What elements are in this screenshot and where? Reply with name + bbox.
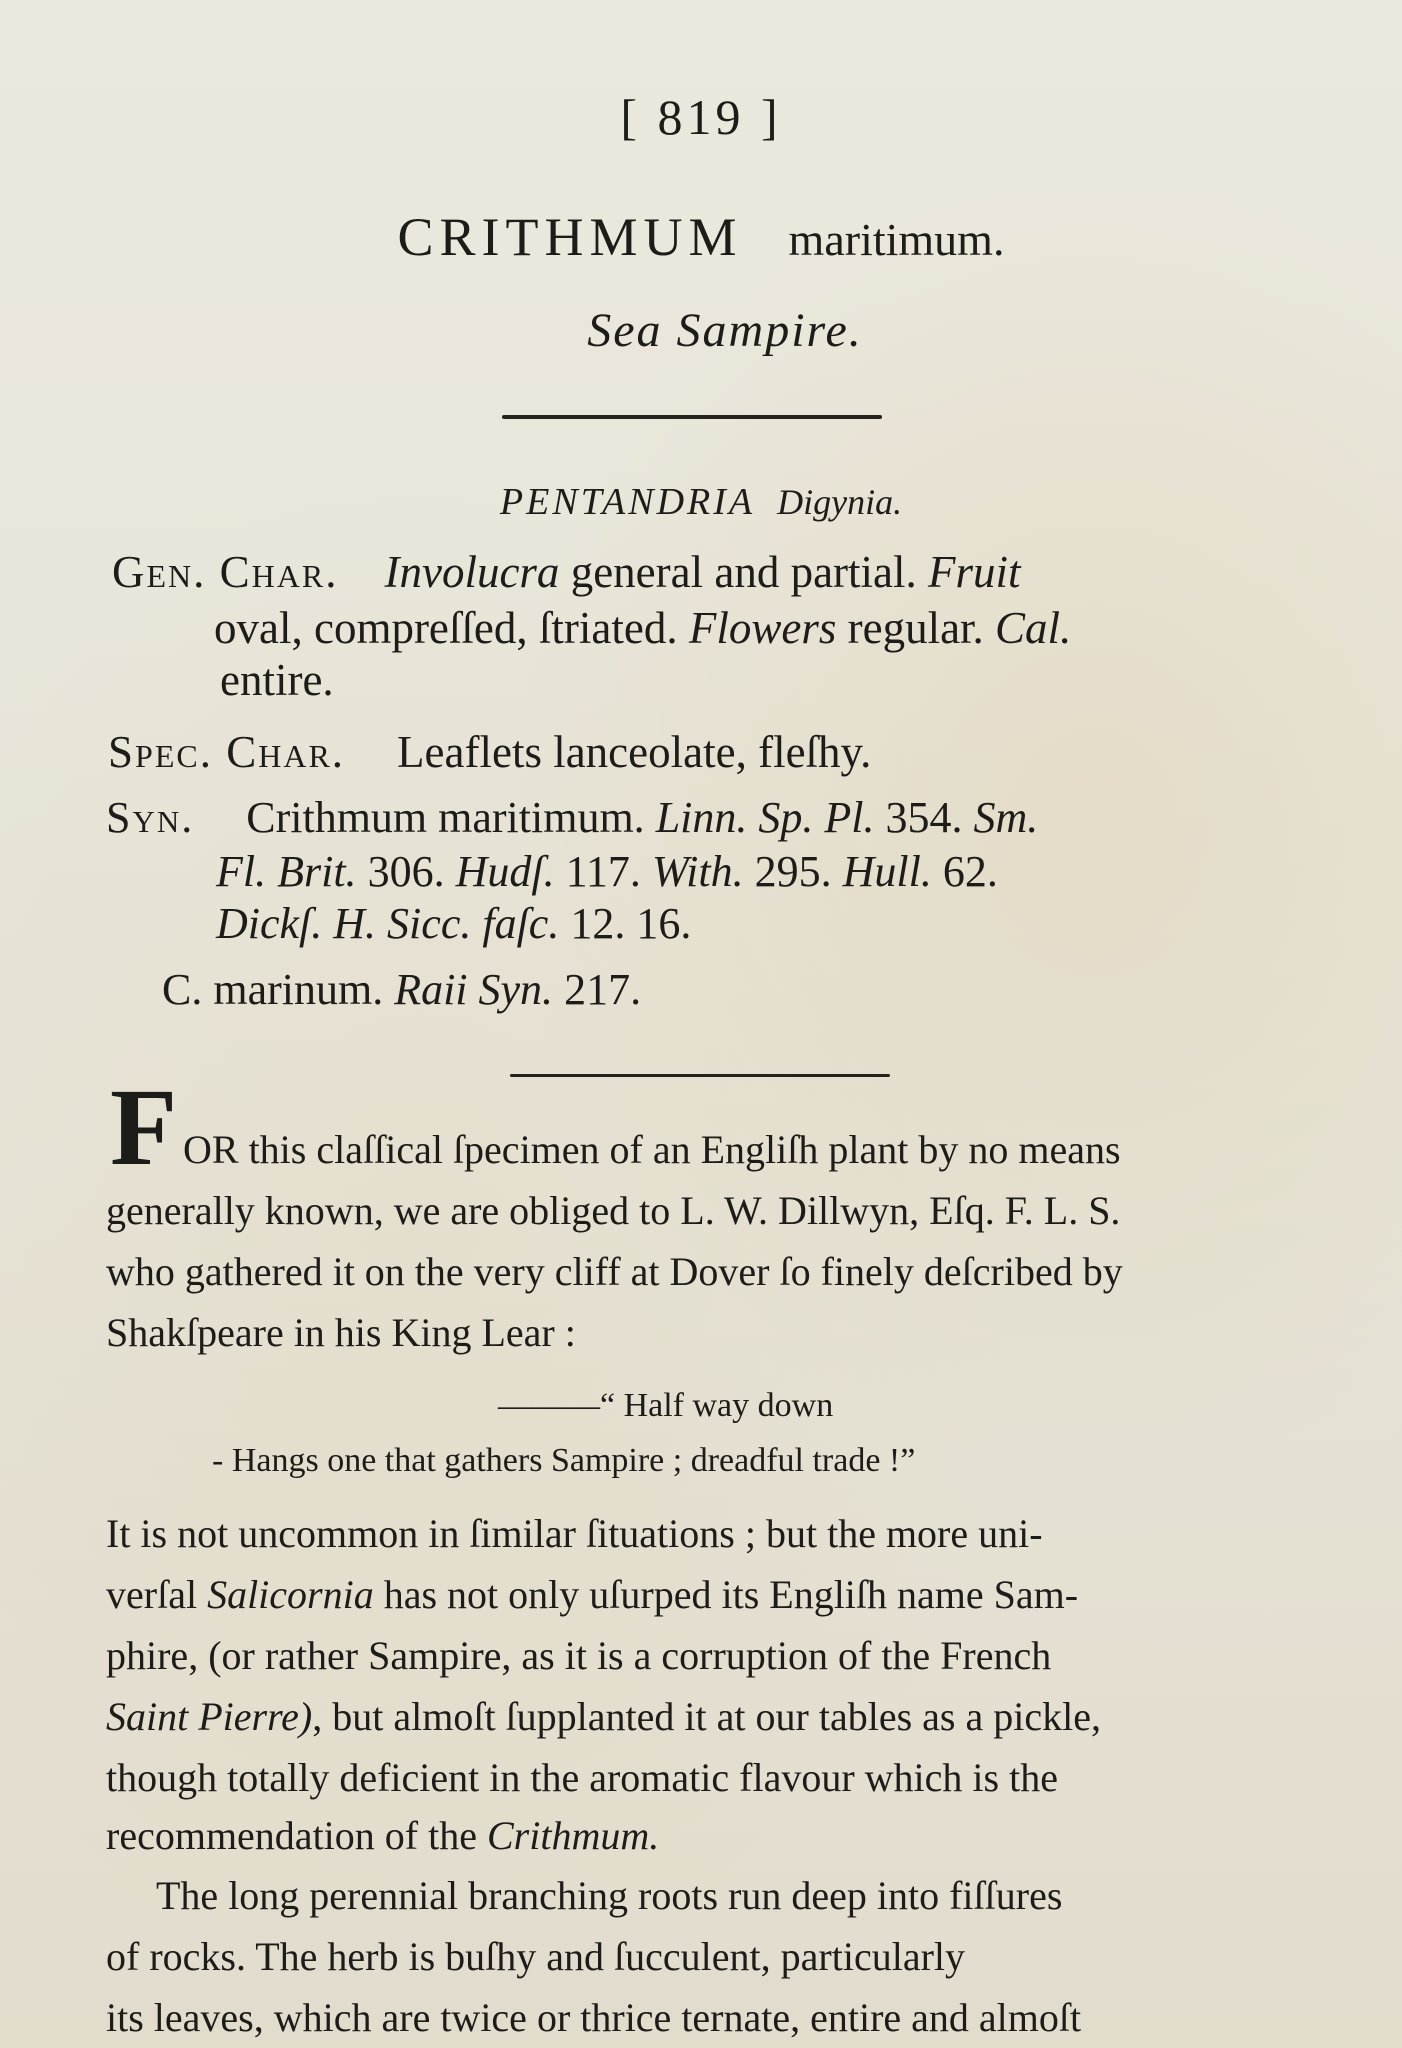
quote-line: - Hangs one that gathers Sampire ; dreadful trade !” <box>212 1442 916 1479</box>
syn-text: With. <box>651 847 744 896</box>
paragraph-line: phire, (or rather Sampire, as it is a corruption of the French <box>106 1633 1052 1678</box>
common-name: Sea Sampire. <box>587 304 863 357</box>
paragraph-text: Crithmum. <box>486 1813 660 1858</box>
syn-text: Linn. Sp. Pl. <box>655 793 875 842</box>
gen-char-text: oval, compreſſed, ſtriated. <box>214 603 689 653</box>
syn-text: Dickſ. H. Sicc. faſc. <box>216 899 560 948</box>
paragraph-line: its leaves, which are twice or thrice ternate, entire and almoſt <box>106 1995 1082 2040</box>
paragraph-line: The long perennial branching roots run deep into fiſſures <box>156 1873 1063 1918</box>
paragraph-line <box>106 1693 1101 1740</box>
syn-text: 295. <box>743 847 843 896</box>
title-species: maritimum. <box>788 214 1005 265</box>
syn-label: Syn. <box>106 793 195 842</box>
paragraph-line: OR this claſſical ſpecimen of an Engliſh plant by no means <box>183 1127 1121 1172</box>
paragraph-line: generally known, we are obliged to L. W. Dillwyn, Eſq. F. L. S. <box>106 1188 1121 1233</box>
syn-text: 12. 16. <box>559 899 692 948</box>
syn-text: Hull. <box>842 847 932 896</box>
divider-rule-top <box>502 415 882 419</box>
paragraph-line <box>106 1571 1078 1618</box>
paragraph-text: has not only uſurped its Engliſh name Sam- <box>373 1572 1079 1617</box>
title-genus: CRITHMUM <box>397 207 743 267</box>
gen-char-line-3: entire. <box>220 655 334 705</box>
spec-char-text: Leaflets lanceolate, fleſhy. <box>397 727 872 777</box>
page-number: [ 819 ] <box>620 89 782 145</box>
classification-order: Digynia. <box>777 482 903 522</box>
paragraph-line: though totally deficient in the aromatic flavour which is the <box>106 1755 1058 1800</box>
gen-char-text: Cal. <box>995 603 1072 653</box>
gen-char-text: Flowers <box>688 603 837 653</box>
gen-char-text: regular. <box>836 603 996 653</box>
syn-line-3 <box>216 898 691 949</box>
syn-text: 354. <box>874 793 974 842</box>
syn-text: 62. <box>931 847 998 896</box>
paragraph-line: It is not uncommon in ſimilar ſituations ; but the more uni- <box>106 1511 1043 1556</box>
syn-line-4 <box>162 964 641 1015</box>
paragraph-line: of rocks. The herb is buſhy and ſucculent, particularly <box>106 1934 966 1979</box>
syn-text: Hudſ. <box>455 847 555 896</box>
page-title <box>0 206 1402 268</box>
syn-text: 217. <box>553 965 642 1014</box>
gen-char-line-2 <box>214 602 1071 654</box>
syn-text: Sm. <box>973 793 1039 842</box>
syn-text: 306. <box>356 847 456 896</box>
spec-char-label: Spec. Char. <box>108 727 346 777</box>
gen-char-text: Fruit <box>928 547 1021 597</box>
gen-char-line-1 <box>112 546 1021 598</box>
syn-text: Crithmum maritimum. <box>246 793 656 842</box>
divider-rule-middle <box>510 1074 890 1077</box>
syn-text: 117. <box>554 847 652 896</box>
paragraph-text: verſal <box>106 1572 208 1617</box>
paragraph-line: who gathered it on the very cliff at Dover ſo finely deſcribed by <box>106 1249 1123 1294</box>
paragraph-text: Saint Pierre) <box>106 1694 313 1739</box>
spec-char-line <box>108 726 871 778</box>
syn-text: C. marinum. <box>162 965 395 1014</box>
paragraph-line <box>106 1812 659 1859</box>
paragraph-text: recommendation of the <box>106 1813 487 1858</box>
gen-char-text: general and partial. <box>559 547 929 597</box>
gen-char-label: Gen. Char. <box>112 547 339 597</box>
paragraph-line: Shakſpeare in his King Lear : <box>106 1310 576 1355</box>
syn-line-1 <box>106 792 1038 843</box>
paragraph-text: , but almoſt ſupplanted it at our tables as a pickle, <box>312 1694 1101 1739</box>
quote-line: ———“ Half way down <box>498 1387 834 1424</box>
syn-text: Fl. Brit. <box>216 847 357 896</box>
classification-class: PENTANDRIA <box>499 481 756 523</box>
gen-char-text: Involucra <box>384 547 560 597</box>
drop-cap: F <box>110 1066 178 1188</box>
paragraph-text: Salicornia <box>207 1572 374 1617</box>
syn-line-2 <box>216 846 998 897</box>
classification-line <box>0 480 1402 524</box>
syn-text: Raii Syn. <box>394 965 554 1014</box>
